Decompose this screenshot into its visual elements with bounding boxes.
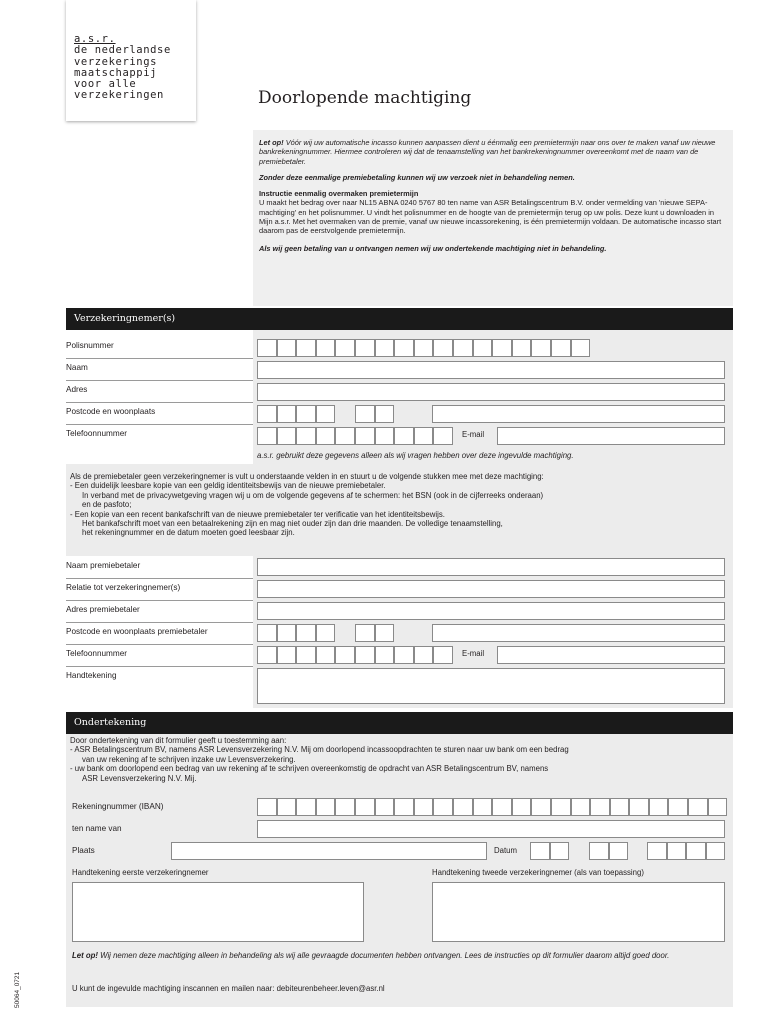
divider [66,622,253,623]
label-handtekening: Handtekening [66,671,117,680]
handtekening-premiebetaler-field[interactable] [257,668,725,704]
page-title: Doorlopende machtiging [258,88,472,108]
postcode-letter-boxes[interactable] [355,405,394,423]
datum-day-boxes[interactable] [530,842,569,860]
letop-note: Let op! Wij nemen deze machtiging alleen in behandeling als wij alle gevraagde documenten hebben ontvangen. Lees de instructies op dit formulier daarom altijd goed door. [72,951,670,960]
label-postcode-premiebetaler: Postcode en woonplaats premiebetaler [66,627,208,636]
ten-name-van-field[interactable] [257,820,725,838]
postcode-premiebetaler-letter-boxes[interactable] [355,624,394,642]
plaats-field[interactable] [171,842,487,860]
label-naam-premiebetaler: Naam premiebetaler [66,561,141,570]
label-telefoonnummer: Telefoonnummer [66,429,127,438]
datum-year-boxes[interactable] [647,842,725,860]
divider [66,578,253,579]
handtekening-tweede-field[interactable] [432,882,725,942]
notice-paragraph-4: Als wij geen betaling van u ontvangen nemen wij uw ondertekende machtiging niet in behandeling. [259,243,607,253]
naam-premiebetaler-field[interactable] [257,558,725,576]
label-polisnummer: Polisnummer [66,341,114,350]
divider [66,644,253,645]
label-email: E-mail [462,430,485,439]
notice-instruction-text: U maakt het bedrag over naar NL15 ABNA 0240 5767 80 ten name van ASR Betalingscentrum B.V. onder vermelding van 'nieuwe SEPA-machtiging' en het polisnummer. U vindt het polisnummer en de hoogte van de premietermijn terug op uw polis. Deze kunt u downloaden in Mijn a.s.r. Met het overmaken van de premie, vanaf uw nieuwe incassorekening, is één premietermijn voldaan. De automatische incasso start daarom pas de eerstvolgende premietermijn. [259,198,722,236]
label-iban: Rekeningnummer (IBAN) [72,802,164,811]
mail-instruction: U kunt de ingevulde machtiging inscannen en mailen naar: debiteurenbeheer.leven@asr.nl [72,984,385,993]
divider [66,402,253,403]
naam-field[interactable] [257,361,725,379]
telefoon-premiebetaler-boxes[interactable] [257,646,453,664]
asr-logo [66,0,196,121]
postcode-premiebetaler-digit-boxes[interactable] [257,624,335,642]
label-telefoon-premiebetaler: Telefoonnummer [66,649,127,658]
adres-field[interactable] [257,383,725,401]
relatie-field[interactable] [257,580,725,598]
polisnummer-boxes[interactable] [257,339,590,357]
woonplaats-premiebetaler-field[interactable] [432,624,725,642]
label-handtekening-eerste: Handtekening eerste verzekeringnemer [72,868,209,877]
label-ten-name-van: ten name van [72,824,122,833]
divider [66,600,253,601]
label-relatie: Relatie tot verzekeringnemer(s) [66,583,181,592]
section-header-ondertekening: Ondertekening [66,712,733,734]
ondertekening-text: Door ondertekening van dit formulier geeft u toestemming aan: - ASR Betalingscentrum BV, namens ASR Levensverzekering N.V. Mij om doorlopend incassoopdrachten te sturen naar uw bank om een bedrag van uw rekening af te schrijven inzake uw Levensverzekering. - uw bank om doorlopend een bedrag van uw rekening af te schrijven overeenkomstig de opdracht van ASR Betalingscentrum BV, namens ASR Levensverzekering N.V. Mij. [70,736,569,783]
adres-premiebetaler-field[interactable] [257,602,725,620]
form-code: 50064_0721 [14,971,21,1008]
woonplaats-field[interactable] [432,405,725,423]
handtekening-eerste-field[interactable] [72,882,364,942]
telefoon-boxes[interactable] [257,427,453,445]
logo-text: a.s.r. de nederlandse verzekerings maatschappij voor alle verzekeringen [74,33,171,102]
datum-month-boxes[interactable] [589,842,628,860]
privacy-note: a.s.r. gebruikt deze gegevens alleen als wij vragen hebben over deze ingevulde machtiging. [257,451,574,460]
email-field[interactable] [497,427,725,445]
postcode-digit-boxes[interactable] [257,405,335,423]
iban-boxes[interactable] [257,798,727,816]
label-handtekening-tweede: Handtekening tweede verzekeringnemer (als van toepassing) [432,868,644,877]
label-email-premiebetaler: E-mail [462,649,485,658]
label-datum: Datum [494,846,517,855]
label-naam: Naam [66,363,88,372]
notice-paragraph-1: Let op! Vóór wij uw automatische incasso kunnen aanpassen dient u éénmalig een premietermijn naar ons over te maken vanaf uw nieuwe bankrekeningnummer. Hiermee controleren wij dat de tenaamstelling van het bankrekeningnummer overeenkomt met de naam van de premiebetaler. [259,138,716,166]
divider [66,424,253,425]
divider [66,380,253,381]
label-plaats: Plaats [72,846,95,855]
notice-paragraph-2: Zonder deze eenmalige premiebetaling kunnen wij uw verzoek niet in behandeling nemen. [259,172,575,182]
notice-instruction-heading: Instructie eenmalig overmaken premietermijn [259,189,419,199]
premiebetaler-instructions: Als de premiebetaler geen verzekeringnemer is vult u onderstaande velden in en stuurt u de volgende stukken mee met deze machtiging: - Een duidelijk leesbare kopie van een geldig identiteitsbewijs van de nieuwe premiebetaler. In verband met de privacywetgeving vragen wij u om de volgende gegevens af te schermen: het BSN (ook in de cijferreeks onderaan) en de pasfoto; - Een kopie van een recent bankafschrift van de nieuwe premiebetaler ter verificatie van het identiteitsbewijs. Het bankafschrift moet van een betaalrekening zijn en mag niet ouder zijn dan drie maanden. De volledige tenaamstelling, het rekeningnummer en de datum moeten goed leesbaar zijn. [70,472,544,538]
section-header-verzekeringnemers: Verzekeringnemer(s) [66,308,733,330]
label-adres: Adres [66,385,88,394]
email-premiebetaler-field[interactable] [497,646,725,664]
divider [66,666,253,667]
notice-box [253,130,733,306]
divider [66,358,253,359]
label-adres-premiebetaler: Adres premiebetaler [66,605,140,614]
label-postcode-woonplaats: Postcode en woonplaats [66,407,156,416]
